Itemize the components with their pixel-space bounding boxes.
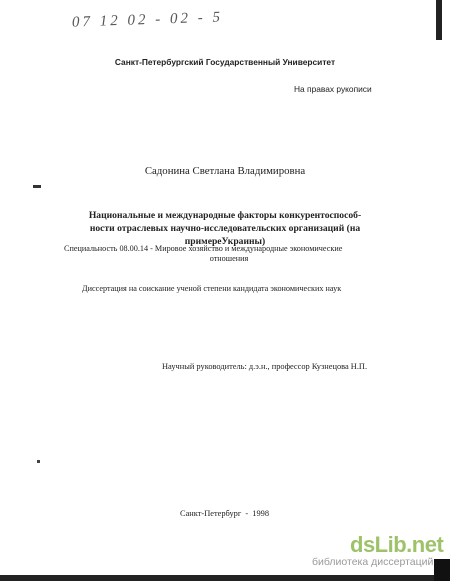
- dissertation-title: [60, 209, 390, 248]
- city-year: Санкт-Петербург - 1998: [180, 509, 270, 518]
- manuscript-rights: На правах рукописи: [294, 84, 372, 94]
- margin-mark: [33, 185, 41, 188]
- specialty-line: отношения: [209, 254, 249, 263]
- title-line: примереУкраины): [184, 236, 266, 247]
- watermark-subtitle: библиотека диссертаций: [312, 556, 434, 568]
- dissertation-degree: Диссертация на соискание ученой степени кандидата экономических наук: [82, 284, 342, 293]
- handwritten-note: 07 12 02 - 02 - 5: [71, 9, 224, 31]
- university-name: Санкт-Петербургский Государственный Университет: [114, 57, 336, 67]
- scan-edge-mark: [436, 0, 442, 40]
- author-name: Садонина Светлана Владимировна: [144, 165, 306, 177]
- title-line: Национальные и международные факторы конкурентоспособ-: [88, 210, 362, 221]
- specialty: [64, 244, 394, 264]
- scan-corner-mark: [434, 559, 450, 581]
- scientific-supervisor: Научный руководитель: д.э.н., профессор Кузнецова Н.П.: [162, 362, 368, 371]
- margin-dot: [37, 460, 40, 463]
- title-line: ности отраслевых научно-исследовательских организаций (на: [89, 223, 361, 234]
- specialty-line: Специальность 08.00.14 - Мировое хозяйство и международные экономические: [64, 244, 343, 253]
- watermark-logo[interactable]: dsLib.net: [350, 532, 444, 557]
- scan-edge-bottom: [0, 575, 450, 581]
